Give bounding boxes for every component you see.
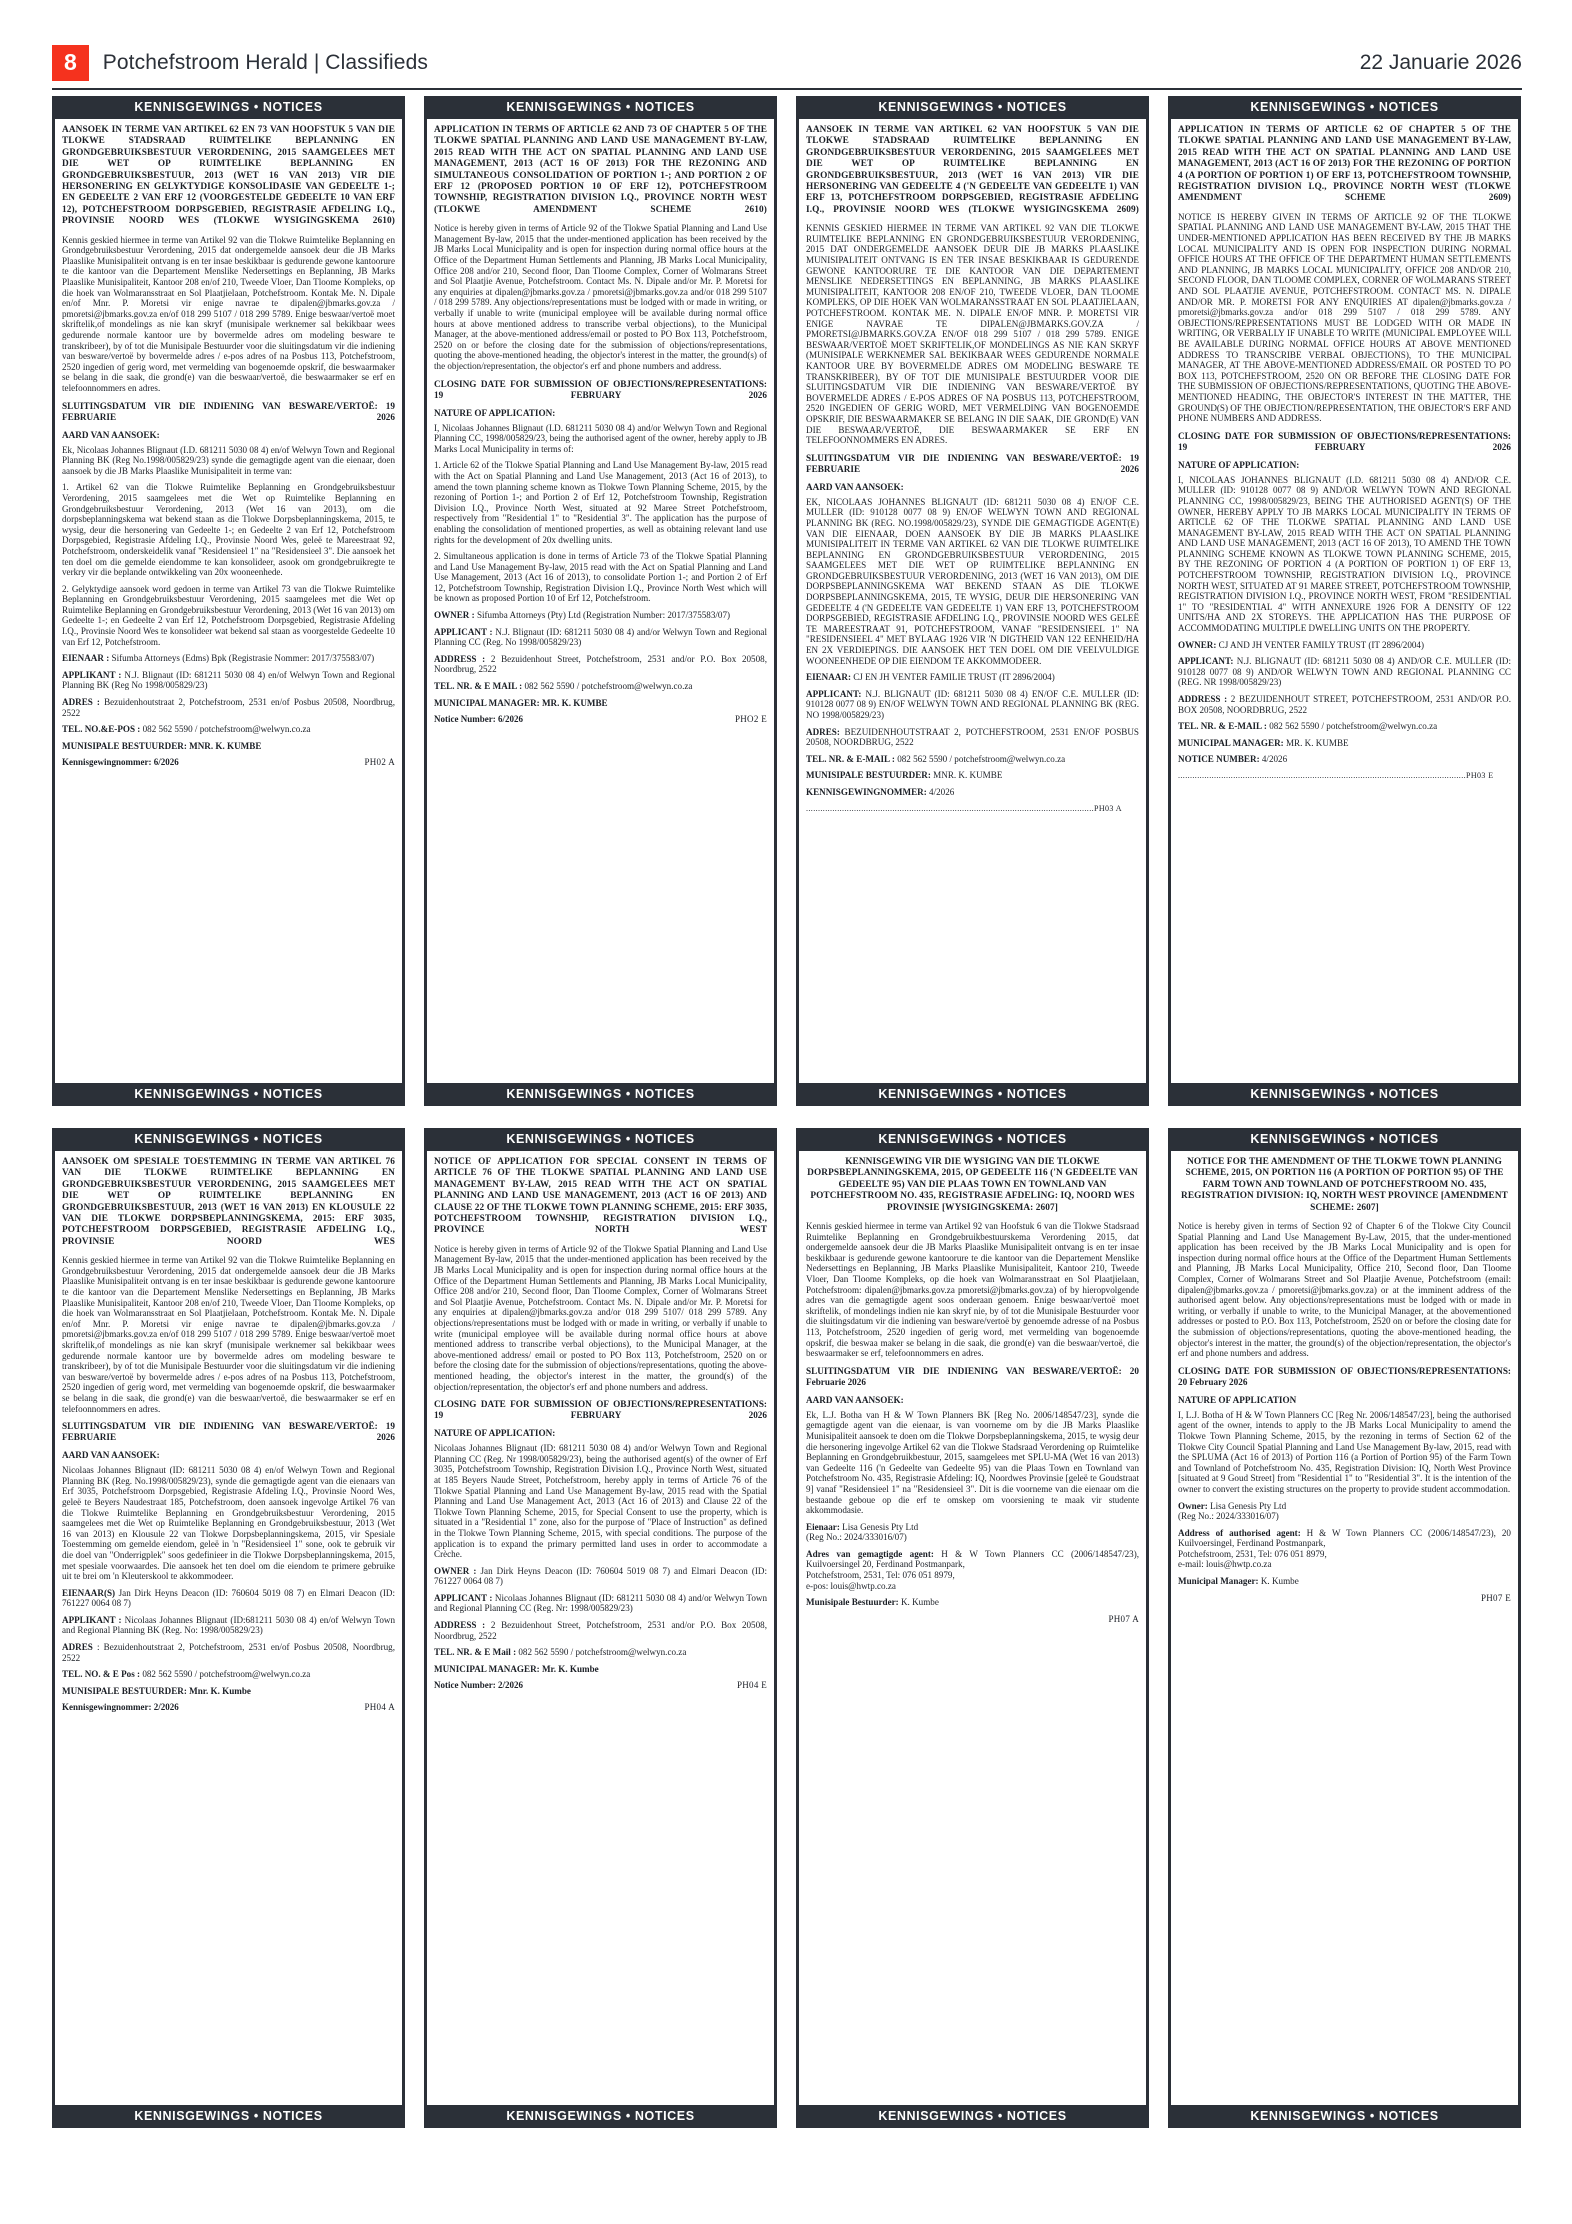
notice-subheading: SLUITINGSDATUM VIR DIE INDIENING VAN BESWARE/VERTOË: 19 FEBRUARIE 2026 (806, 452, 1139, 474)
notice-paragraph: 1. Artikel 62 van die Tlokwe Ruimtelike Beplanning en Grondgebruiksbestuur Verordening, 2015 saamgelees met die Wet op Ruimtelike Beplanning en Grondgebruiksbestuur Verordening, 2013 (Wet 16 van 2013), om die dorpsbeplanningskema wat bekend staan as die Tlokwe Dorpsbeplanningskema, 2015, te wysig, deur die hersonering van Gedeelte 1-; en Gedeelte 2 van Erf 12, Potchefstroom Dorpsgebied, Registrasie Afdeling I.Q., Provinsie Noord Wes, geleë te Mareestraat 92, Potchefstroom, onderskeidelik vanaf "Residensieel 1" na "Residensieel 3". Die aansoek het ten doel om die gemelde eiendomme te kan konsolideer, asook om grondgebruikregte te verkry vir die beplande ontwikkeling van 20x wooneenhede. (62, 482, 395, 578)
issue-date: 22 Januarie 2026 (1359, 51, 1522, 74)
notice-paragraph: TEL. NR. & E-MAIL : 082 562 5590 / potchefstroom@welwyn.co.za (806, 753, 1066, 764)
notice-paragraph: Ek, L.J. Botha van H & W Town Planners BK [Reg No. 2006/148547/23], synde die gemagtigde agent van die eienaar, is van voorneme om by die JB Marks Plaaslike Munisipaliteit aansoek te doen om die Tlokwe Dorpsbeplanningskema, 2015, te wysig deur die hersonering ingevolge Artikel 62 van die Tlokwe Stadsraad Verordening op Ruimtelike Beplanning en Grondgebruikbestuur, 2015, saamgelees met SPLU-MA (Wet 16 van 2013) van Gedeelte 116 ('n Gedeelte van Gedeelte 95) van die Plaas Town en Townland van Potchefstroom No. 435, Registrasie Afdeling: IQ, Noordwes Provinsie [geleë te Goudstraat 9] vanaf "Residensieel 1" na "Residensieel 3". Dit is die voorneme van die eienaar om die bestaande geboue op die erf te omskep om voorsiening te maak vir studente akkommodasie. (806, 1409, 1139, 1516)
notice-paragraph: ADRES : Bezuidenhoutstraat 2, Potchefstroom, 2531 en/of Posbus 20508, Noordbrug, 2522 (62, 1642, 395, 1663)
notice-paragraph: Kennis geskied hiermee in terme van Artikel 92 van die Tlokwe Ruimtelike Beplanning en Grondgebruiksbestuur Verordening, 2015 dat ondergemelde aansoek deur die JB Marks Plaaslike Munisipaliteit ontvang is en ter insae beskikbaar is gedurende gewone kantoorure te die kantoor van die Departement Menslike Nedersettings en Beplanning, JB Marks Plaaslike Munisipaliteit, Kantoor 208 en/of 210, Tweede Vloer, Dan Tloome Kompleks, op die hoek van Wolmaransstraat en Sol Plaatjielaan, Potchefstroom. Kontak Me. N. Dipale en/of Mnr. P. Moretsi vir enige navrae te dipalen@jbmarks.gov.za / pmoretsi@jbmarks.gov.za en/of 018 299 5107 / 018 299 5789. Enige beswaar/vertoë moet skriftelik,of mondelings as nie kan skryf (munisipale werknemer sal bekikbaar wees gedurende normale kantoor ure by bovermelde adres om modeling besware te transkribeer), by of tot die Munisipale Bestuurder voor die sluitingsdatum vir die indiening van besware/vertoë by bovermelde adres / e-pos adres of na Posbus 113, Potchefstroom, 2520 ingedien of gerig word, met vermelding van bogenoemde opskrif, die beswaarmaker se belang in die saak, die grond(e) van die beswaar/vertoë, die beswaarmaker se erf en telefoonnommers en adres. (62, 1255, 395, 1414)
notice-paragraph: Eienaar: Lisa Genesis Pty Ltd (Reg No.: 2024/333016/07) (806, 1521, 919, 1543)
notice-paragraph: 2. Simultaneous application is done in terms of Article 73 of the Tlokwe Spatial Planning and Land Use Management By-law, 2015 read with the Act on Spatial Planning and Land Use Management, 2013 (Act 16 of 2013), to consolidate Portion 1-; and Portion 2 of Erf 12, Potchefstroom Township, Registration Division I.Q., Province North West which will be known as proposed Portion 10 of Erf 12, Potchefstroom. (434, 551, 767, 604)
ad-row-top (52, 96, 1522, 1106)
notices-band-bottom: KENNISGEWINGS • NOTICES (796, 1083, 1149, 1106)
notice-paragraph: ADDRESS : 2 BEZUIDENHOUT STREET, POTCHEFSTROOM, 2531 AND/OR P.O. BOX 20508, NOORDBRUG, 2522 (1178, 694, 1511, 715)
notices-band-bottom: KENNISGEWINGS • NOTICES (52, 1083, 405, 1106)
notice-paragraph: APPLIKANT : Nicolaas Johannes Blignaut (ID:681211 5030 08 4) en/of Welwyn Town and Regional Planning BK (Reg. No: 1998/005829/23) (62, 1614, 395, 1636)
notice-paragraph: OWNER : Jan Dirk Heyns Deacon (ID: 760604 5019 08 7) and Elmari Deacon (ID: 761227 0064 08 7) (434, 1565, 768, 1587)
notice-number: Notice Number: 6/2026 (434, 714, 523, 725)
notice-paragraph: TEL. NR. & E-MAIL : 082 562 5590 / potchefstroom@welwyn.co.za (1178, 721, 1438, 732)
ad-row-bottom (52, 1128, 1522, 2128)
classifieds-grid (52, 96, 1522, 2150)
notice-paragraph: ADDRESS : 2 Bezuidenhout Street, Potchefstroom, 2531 and/or P.O. Box 20508, Noordbrug, 2522 (434, 653, 767, 675)
ad-reference-code: PH02 A (364, 757, 395, 768)
notice-paragraph: Notice is hereby given in terms of Article 92 of the Tlokwe Spatial Planning and Land Use Management By-law, 2015 that the under-mentioned application has been received by the JB Marks Local Municipality and is open for inspection during normal office hours at the Office of the Department Human Settlements and Planning, JB Marks Local Municipality, Office 208 and/or 210, Second floor, Dan Tloome Complex, Corner of Wolmarans Street and Sol Plaatjie Avenue, Potchefstroom. Contact Ms. N. Dipale and/or Mr. P. Moretsi for any enquiries at dipalen@jbmarks.gov.za / pmoretsi@jbmarks.gov.za and/or 018 299 5107 / 018 299 5789. Any objections/representations must be lodged with or made in writing, or verbally if unable to write (municipal employee will be available during normal office hours at above mentioned address to transcribe verbal objections), to the Municipal Manager, at the above-mentioned address/email or posted to PO Box 113, Potchefstroom, 2520 on or before the closing date for the submission of objections/representations, quoting the above-mentioned heading, the objector's interest in the matter, the ground(s) of the objection/representation, the objector's erf and phone numbers and address. (434, 223, 767, 371)
notice-subheading: NATURE OF APPLICATION: (434, 407, 556, 418)
notice-subheading: NATURE OF APPLICATION (1178, 1394, 1297, 1405)
notice-paragraph: MUNISIPALE BESTUURDER: Mnr. K. Kumbe (62, 1685, 251, 1696)
notice-heading: AANSOEK IN TERME VAN ARTIKEL 62 VAN HOOFSTUK 5 VAN DIE TLOKWE STADSRAAD RUIMTELIKE BEPLANNING EN GRONDGEBRUIKSBESTUUR VERORDENING, 2015 SAAMGELEES MET DIE WET OP RUIMTELIKE BEPLANNING EN GRONDGEBRUIKSBESTUUR, 2013 (WET 16 VAN 2013) VIR DIE HERSONERING VAN GEDEELTE 4 ('N GEDEELTE VAN GEDEELTE 1) VAN ERF 13, POTCHEFSTROOM DORPSGEBIED, REGISTRASIE AFDELING I.Q., PROVINSIE NOORD WES (TLOKWE WYSIGINGSKEMA 2609) (806, 125, 1139, 215)
notice-subheading: CLOSING DATE FOR SUBMISSION OF OBJECTIONS/REPRESENTATIONS: 20 February 2026 (1178, 1365, 1511, 1387)
notices-band-bottom: KENNISGEWINGS • NOTICES (1168, 1083, 1521, 1106)
masthead (52, 40, 1522, 86)
notice-block-ph04a (52, 1128, 405, 2128)
notice-heading: AANSOEK OM SPESIALE TOESTEMMING IN TERME VAN ARTIKEL 76 VAN DIE TLOKWE RUIMTELIKE BEPLANNING EN GRONDGEBRUIKSBESTUUR VERORDENING, 2015 SAAMGELEES MET DIE WET OP RUIMTELIKE BEPLANNING EN GRONDGEBRUIKSBESTUUR, 2013 (WET 16 VAN 2013) EN KLOUSULE 22 VAN DIE TLOKWE DORPSBEPLANNINGSKEMA, 2015: ERF 3035, POTCHEFSTROOM DORPSGEBIED, REGISTRASIE AFDELING I.Q., PROVINSIE NOORD WES (62, 1157, 395, 1247)
notices-band-top: KENNISGEWINGS • NOTICES (1168, 96, 1521, 119)
notice-block-ph02a (52, 96, 405, 1106)
notice-paragraph: Owner: Lisa Genesis Pty Ltd (Reg No.: 2024/333016/07) (1178, 1500, 1287, 1522)
masthead-divider (52, 88, 1522, 90)
notice-heading: KENNISGEWING VIR DIE WYSIGING VAN DIE TLOKWE DORPSBEPLANNINGSKEMA, 2015, OP GEDEELTE 116 ('N GEDEELTE VAN GEDEELTE 95) VAN DIE PLAAS TOWN EN TOWNLAND VAN POTCHEFSTROOM NO. 435, REGISTRASIE AFDELING: IQ, NOORD WES PROVINSIE [WYSIGINGSKEMA: 2607] (807, 1157, 1138, 1213)
notice-number: Kennisgewingnommer: 2/2026 (62, 1702, 179, 1713)
notice-paragraph: OWNER : Sifumba Attorneys (Pty) Ltd (Registration Number: 2017/375583/07) (434, 610, 731, 621)
notice-paragraph: Address of authorised agent: H & W Town Planners CC (2006/148547/23), 20 Kuilvoersingel, Ferdinand Postmanpark, Potchefstroom, 2531, Tel: 076 051 8979, e-mail: louis@hwtp.co.za (1178, 1527, 1511, 1570)
notices-band-bottom: KENNISGEWINGS • NOTICES (1168, 2105, 1521, 2128)
dotted-rule: ........................................................................................................................PH03 A (806, 803, 1122, 813)
notice-paragraph: APPLIKANT : N.J. Blignaut (ID: 681211 5030 08 4) en/of Welwyn Town and Regional Planning BK (Reg No 1998/005829/23) (62, 669, 395, 691)
notice-block-ph07e (1168, 1128, 1521, 2128)
notice-paragraph: APPLICANT: N.J. BLIGNAUT (ID: 681211 5030 08 4) AND/OR C.E. MULLER (ID: 910128 0077 08 9) AND/OR WELWYN TOWN AND REGIONAL PLANNING CC (REG. NR 1998/005829/23) (1178, 656, 1511, 688)
notice-heading: AANSOEK IN TERME VAN ARTIKEL 62 EN 73 VAN HOOFSTUK 5 VAN DIE TLOKWE STADSRAAD RUIMTELIKE BEPLANNING EN GRONDGEBRUIKSBESTUUR VERORDENING, 2015 SAAMGELEES MET DIE WET OP RUIMTELIKE BEPLANNING EN GRONDGEBRUIKSBESTUUR, 2013 (WET 16 VAN 2013) VIR DIE HERSONERING EN GELYKTYDIGE KONSOLIDASIE VAN GEDEELTE 1-; EN GEDEELTE 2 VAN ERF 12 (VOORGESTELDE GEDEELTE 10 VAN ERF 12), POTCHEFSTROOM DORPSGEBIED, REGISTRASIE AFDELING I.Q., PROVINSIE NOORD WES (TLOKWE WYSIGINGSKEMA 2610) (62, 125, 395, 227)
notice-subheading: AARD VAN AANSOEK: (806, 481, 904, 492)
notice-paragraph: NOTICE NUMBER: 4/2026 (1178, 754, 1288, 765)
notice-body (1171, 1151, 1518, 2105)
notice-paragraph: Notice is hereby given in terms of Section 92 of Chapter 6 of the Tlokwe City Council Spatial Planning and Land Use Management By-Law, 2015, that the under-mentioned application has been received by the JB Marks Local Municipality and is open for inspection during normal office hours at the Office of the Department Human Settlements and Planning, JB Marks Local Municipality, Office 210, Second floor, Dan Tloome Complex, Corner of Wolmarans Street and Sol Plaatjie Avenue, Potchefstroom (email: dipalen@jbmarks.gov.za / pmoretsi@jbmarks.gov.za) or at the imminent address of the authorised agent below. Any objections/representations must be lodged with or made in writing, or verbally if unable to write, to the Municipal Manager, at the abovementioned addresses or posted to P.O. Box 113, Potchefstroom, 2520 on or before the closing date for the submission of objections/representations, quoting the above-mentioned heading, the objector's interest in the matter, the ground(s) of the objection/representation, the objector's erf and phone numbers and address. (1178, 1221, 1511, 1359)
notice-body (427, 119, 774, 1083)
notice-block-ph03a (796, 96, 1149, 1106)
notice-paragraph: I, L.J. Botha of H & W Town Planners CC [Reg Nr. 2006/148547/23], being the authorised agent of the owner, intends to apply to the JB Marks Local Municipality to amend the Tlokwe Town Planning Scheme, 2015, by the rezoning in terms of Section 62 of the Tlokwe City Council Spatial Planning and Land Use Management By-law, 2015, read with the SPLUMA (Act 16 of 2013) of Portion 116 (a Portion of Portion 95) of the Farm Town and Townland of Potchefstroom No. 435, Registration Division: IQ, North West Province [situated at 9 Goud Street] from "Residential 1" to "Residential 3". It is the intention of the owner to convert the existing structures on the property to provide student accommodation. (1178, 1409, 1511, 1494)
page-number-badge: 8 (52, 45, 89, 81)
notices-band-top: KENNISGEWINGS • NOTICES (52, 1128, 405, 1151)
notice-body (799, 119, 1146, 1083)
notice-paragraph: MUNISIPALE BESTUURDER: MNR. K. KUMBE (62, 740, 262, 751)
notice-paragraph: Kennis geskied hiermee in terme van Artikel 92 van die Tlokwe Ruimtelike Beplanning en Grondgebruiksbestuur Verordening, 2015 dat ondergemelde aansoek deur die JB Marks Plaaslike Munisipaliteit ontvang is en ter insae beskikbaar is gedurende gewone kantoorure te die kantoor van die Departement Menslike Nedersettings en Beplanning, JB Marks Plaaslike Munisipaliteit, Kantoor 208 en/of 210, Tweede Vloer, Dan Tloome Kompleks, op die hoek van Wolmaransstraat en Sol Plaatjielaan, Potchefstroom. Kontak Me. N. Dipale en/of Mnr. P. Moretsi vir enige navrae te dipalen@jbmarks.gov.za / pmoretsi@jbmarks.gov.za en/of 018 299 5107 / 018 299 5789. Enige beswaar/vertoë moet skriftelik,of mondelings as nie kan skryf (munisipale werknemer sal bekikbaar wees gedurende normale kantoor ure by bovermelde adres om modeling besware te transkribeer), by of tot die Munisipale Bestuurder voor die sluitingsdatum vir die indiening van besware/vertoë by bovermelde adres / e-pos adres of na Posbus 113, Potchefstroom, 2520 ingedien of gerig word, met vermelding van bogenoemde opskrif, die beswaarmaker se belang in die saak, die grond(e) van die beswaar/vertoë, die beswaarmaker se erf en telefoonnommers en adres. (62, 234, 395, 393)
notice-paragraph: Municipal Manager: K. Kumbe (1178, 1576, 1299, 1587)
notice-paragraph: TEL. NO.&E-POS : 082 562 5590 / potchefstroom@welwyn.co.za (62, 724, 311, 735)
notice-heading: APPLICATION IN TERMS OF ARTICLE 62 OF CHAPTER 5 OF THE TLOKWE SPATIAL PLANNING AND LAND USE MANAGEMENT BY-LAW, 2015 READ WITH THE ACT ON SPATIAL PLANNING AND LAND USE MANAGEMENT, 2013 (ACT 16 OF 2013) FOR THE REZONING OF PORTION 4 (A PORTION OF PORTION 1) OF ERF 13, POTCHEFSTROOM TOWNSHIP, REGISTRATION DIVISION I.Q., PROVINCE NORTH WEST (TLOKWE AMENDMENT SCHEME 2609) (1178, 125, 1511, 204)
ad-reference-code: PH04 A (364, 1702, 395, 1713)
ad-reference-code: PH07 E (1480, 1592, 1511, 1603)
notice-heading: NOTICE FOR THE AMENDMENT OF THE TLOKWE TOWN PLANNING SCHEME, 2015, ON PORTION 116 (A PORTION OF PORTION 95) OF THE FARM TOWN AND TOWNLAND OF POTCHEFSTROOM NO. 435, REGISTRATION DIVISION: IQ, NORTH WEST PROVINCE [AMENDMENT SCHEME: 2607] (1181, 1157, 1508, 1213)
notice-paragraph: I, Nicolaas Johannes Blignaut (I.D. 681211 5030 08 4) and/or Welwyn Town and Regional Planning CC, 1998/005829/23, being the authorised agent of the owner, hereby apply to JB Marks Local Municipality in terms of: (434, 422, 767, 454)
notice-body (427, 1151, 774, 2105)
notice-subheading: AARD VAN AANSOEK: (62, 429, 160, 440)
notice-paragraph: Munisipale Bestuurder: K. Kumbe (806, 1597, 939, 1608)
notices-band-bottom: KENNISGEWINGS • NOTICES (424, 2105, 777, 2128)
notice-paragraph: APPLICANT : N.J. Blignaut (ID: 681211 5030 08 4) and/or Welwyn Town and Regional Planning CC (Reg. No 1998/005829/23) (434, 626, 767, 648)
notice-footer (434, 1680, 767, 1690)
notice-subheading: NATURE OF APPLICATION: (1178, 459, 1300, 470)
notice-paragraph: TEL. NO. & E Pos : 082 562 5590 / potchefstroom@welwyn.co.za (62, 1669, 311, 1680)
notice-heading: APPLICATION IN TERMS OF ARTICLE 62 AND 73 OF CHAPTER 5 OF THE TLOKWE SPATIAL PLANNING AND LAND USE MANAGEMENT BY-LAW, 2015 READ WITH THE ACT ON SPATIAL PLANNING AND LAND USE MANAGEMENT, 2013 (ACT 16 OF 2013) FOR THE REZONING AND SIMULTANEOUS CONSOLIDATION OF PORTION 1-; AND PORTION 2 OF ERF 12 (PROPOSED PORTION 10 OF ERF 12), POTCHEFSTROOM TOWNSHIP, REGISTRATION DIVISION I.Q., PROVINCE NORTH WEST (TLOKWE AMENDMENT SCHEME 2610) (434, 125, 767, 215)
notice-paragraph: Kennis geskied hiermee in terme van Artikel 92 van Hoofstuk 6 van die Tlokwe Stadsraad Ruimtelike Beplanning en Grondgebruikbestuurskema Verordening 2015, dat ondergemelde aansoek deur die JB Marks Plaaslike Munisipaliteit ontvang is en ter insae beskikbaar is gedurende gewone kantoorure te die kantoor van die Departement Menslike Nedersettings en Beplanning, JB Marks Plaaslike Munisipaliteit, Kantoor 210, Tweede Vloer, Dan Tloome Kompleks, op die hoek van Wolmaransstraat en Sol Plaatjielaan, Potchefstroom: dipalen@jbmarks.gov.za pmoretsi@jbmarks.gov.za) of by hieropvolgende adres van die gemagtigde agent soos onderaan genoem. Enige beswaar/vertoë moet skriftelik, of mondelings indien nie kan skryf nie, by of tot die Munisipale Bestuurder voor die sluitingsdatum vir die indiening van besware/vertoë by genoemde adresse of na Posbus 113, Potchefstroom, 2520 ingedien of gerig word, met vermelding van bogenoemde opskrif, die beswaa maker se belang in die saak, die grond(e) van die beswaar/vertoë, die beswaarmaker se erf, telefoonnommers en adres. (806, 1221, 1139, 1359)
ad-reference-code: PH04 E (736, 1680, 767, 1691)
ad-reference-code: PH07 A (1108, 1613, 1139, 1624)
notice-paragraph: KENNIS GESKIED HIERMEE IN TERME VAN ARTIKEL 92 VAN DIE TLOKWE RUIMTELIKE BEPLANNING EN GRONDGEBRUIKSBESTUUR VERORDENING, 2015 DAT ONDERGEMELDE AANSOEK DEUR DIE JB MARKS PLAASLIKE MUNISIPALITEIT ONTVANG IS EN TER INSAE BESKIKBAAR IS GEDURENDE GEWONE KANTOORURE TE DIE KANTOOR VAN DIE DEPARTEMENT MENSLIKE NEDERSETTINGS EN BEPLANNING, JB MARKS PLAASLIKE MUNISIPALITEIT, KANTOOR 208 EN/OF 210, TWEEDE VLOER, DAN TLOOME KOMPLEKS, OP DIE HOEK VAN WOLMARANSSTRAAT EN SOL PLAATJIELAAN, POTCHEFSTROOM. KONTAK ME. N. DIPALE EN/OF MNR. P. MORETSI VIR ENIGE NAVRAE TE DIPALEN@JBMARKS.GOV.ZA / PMORETSI@JBMARKS.GOV.ZA EN/OF 018 299 5107 / 018 299 5789. ENIGE BESWAAR/VERTOË MOET SKRIFTELIK,OF MONDELINGS AS NIE KAN SKRYF (MUNISIPALE WERKNEMER SAL BEKIKBAAR WEES GEDURENDE NORMALE KANTOOR URE BY BOVERMELDE ADRES OM MODELING BESWARE TE TRANSKRIBEER), BY OF TOT DIE MUNISIPALE BESTUURDER VOOR DIE SLUITINGSDATUM VIR DIE INDIENING VAN BESWARE/VERTOË BY BOVERMELDE ADRES / E-POS ADRES OF NA POSBUS 113, POTCHEFSTROOM, 2520 INGEDIEN OF GERIG WORD, MET VERMELDING VAN BOGENOEMDE OPSKRIF, DIE BESWAARMAKER SE BELANG IN DIE SAAK, DIE GROND(E) VAN DIE BESWAAR/VERTOË, DIE BESWAARMAKER SE ERF EN TELEFOONNOMMERS EN ADRES. (806, 223, 1139, 446)
notice-paragraph: 1. Article 62 of the Tlokwe Spatial Planning and Land Use Management By-law, 2015 read with the Act on Spatial Planning and Land Use Management, 2013 (Act 16 of 2013), to amend the town planning scheme known as Tlokwe Town Planning Scheme, 2015, by the rezoning of Portion 1-; and Portion 2 of Erf 12, Potchefstroom Township, Registration Division I.Q., Province North West, situated at 92 Maree Street Potchefstroom, respectively from "Residential 1" to "Residential 3". The application has the purpose of enabling the consolidation of mentioned properties, as well as obtaining relevant land use rights for the development of 20x dwelling units. (434, 460, 767, 545)
notice-footer (62, 757, 395, 767)
notices-band-bottom: KENNISGEWINGS • NOTICES (796, 2105, 1149, 2128)
notice-paragraph: 2. Gelyktydige aansoek word gedoen in terme van Artikel 73 van die Tlokwe Ruimtelike Beplanning en Grondgebruiksbestuur Verordening, 2015 saamgelees met die Wet op Ruimtelike Beplanning en Grondgebruiksbestuur Verordening, 2013 (Wet 16 van 2013) om Gedeelte 1-; en Gedeelte 2 van Erf 12, Potchefstroom Dorpsgebied, Registrasie Afdeling I.Q., Provinsie Noord Wes te konsolideer wat bekend sal staan as voorgestelde Gedeelte 10 van Erf 12, Potchefstroom. (62, 583, 395, 647)
dotted-rule: ........................................................................................................................PH03 E (1178, 770, 1494, 780)
notices-band-bottom: KENNISGEWINGS • NOTICES (52, 2105, 405, 2128)
notice-paragraph: Adres van gemagtigde agent: H & W Town Planners CC (2006/148547/23), Kuilvoersingel 20, Ferdinand Postmanpark, Potchefstroom, 2531, Tel: 076 051 8979, e-pos: louis@hwtp.co.za (806, 1548, 1139, 1591)
notice-body (55, 1151, 402, 2105)
notice-paragraph: TEL. NR. & E MAIL : 082 562 5590 / potchefstroom@welwyn.co.za (434, 681, 693, 692)
notice-paragraph: Notice is hereby given in terms of Article 92 of the Tlokwe Spatial Planning and Land Use Management By-law, 2015 that the under-mentioned application has been received by the JB Marks Local Municipality and is open for inspection during normal office hours at the Office of the Department Human Settlements and Planning, JB Marks Local Municipality, Office 208 and/or 210, Second floor, Dan Tloome Complex, Corner of Wolmarans Street and Sol Plaatjie Avenue, Potchefstroom. Contact Ms. N. Dipale and/or Mr. P. Moretsi for any enquiries at dipalen@jbmarks.gov.za and/or 018 299 5107/ 018 299 5789. Any objections/representations must be lodged with or made in writing, or verbally if unable to write (municipal employee will be available during normal office hours at above mentioned address to transcribe verbal objections), to the Municipal Manager, at the above-mentioned address/ email or posted to PO Box 113, Potchefstroom, 2520 on or before the closing date for the submission of objections/representations, quoting the above-mentioned heading, the objector's interest in the matter, the ground(s) of the objection/representation, the objector's erf and phone numbers and address. (434, 1243, 767, 1392)
publication-title: Potchefstroom Herald | Classifieds (102, 51, 428, 74)
notice-subheading: CLOSING DATE FOR SUBMISSION OF OBJECTIONS/REPRESENTATIONS: 19 FEBRUARY 2026 (434, 378, 767, 400)
notice-body (55, 119, 402, 1083)
notice-paragraph: MUNISIPALE BESTUURDER: MNR. K. KUMBE (806, 770, 1003, 781)
notice-heading: NOTICE OF APPLICATION FOR SPECIAL CONSENT IN TERMS OF ARTICLE 76 OF THE TLOKWE SPATIAL PLANNING AND LAND USE MANAGEMENT BY-LAW, 2015 READ WITH THE ACT ON SPATIAL PLANNING AND LAND USE MANAGEMENT, 2013 (ACT 16 OF 2013) AND CLAUSE 22 OF THE TLOKWE TOWN PLANNING SCHEME, 2015: ERF 3035, POTCHEFSTROOM TOWNSHIP, REGISTRATION DIVISION I.Q., PROVINCE NORTH WEST (434, 1157, 767, 1236)
notice-paragraph: MUNICIPAL MANAGER: Mr. K. Kumbe (434, 1663, 599, 1674)
notice-paragraph: ADRES: BEZUIDENHOUTSTRAAT 2, POTCHEFSTROOM, 2531 EN/OF POSBUS 20508, NOORDBRUG, 2522 (806, 726, 1139, 748)
notices-band-top: KENNISGEWINGS • NOTICES (424, 96, 777, 119)
notice-block-ph04e (424, 1128, 777, 2128)
notice-subheading: NATURE OF APPLICATION: (434, 1428, 556, 1439)
notice-paragraph: ADRES : Bezuidenhoutstraat 2, Potchefstroom, 2531 en/of Posbus 20508, Noordbrug, 2522 (62, 697, 395, 718)
notice-subheading: CLOSING DATE FOR SUBMISSION OF OBJECTIONS/REPRESENTATIONS: 19 FEBRUARY 2026 (434, 1399, 767, 1421)
notice-body (1171, 119, 1518, 1083)
notice-footer (434, 714, 767, 724)
notice-paragraph: TEL. NR. & E Mail : 082 562 5590 / potchefstroom@welwyn.co.za (434, 1647, 687, 1658)
notice-paragraph: EIENAAR: CJ EN JH VENTER FAMILIE TRUST (IT 2896/2004) (806, 672, 1055, 683)
notice-paragraph: ADDRESS : 2 Bezuidenhout Street, Potchefstroom, 2531 and/or P.O. Box 20508, Noordbrug, 2522 (434, 1620, 767, 1641)
notice-paragraph: NOTICE IS HEREBY GIVEN IN TERMS OF ARTICLE 92 OF THE TLOKWE SPATIAL PLANNING AND LAND USE MANAGEMENT BY-LAW, 2015 THAT THE UNDER-MENTIONED APPLICATION HAS BEEN RECEIVED BY THE JB MARKS LOCAL MUNICIPALITY AND IS OPEN FOR INSPECTION DURING NORMAL OFFICE HOURS AT THE OFFICE OF THE DEPARTMENT HUMAN SETTLEMENTS AND PLANNING, JB MARKS LOCAL MUNICIPALITY, OFFICE 208 AND/OR 210, SECOND FLOOR, DAN TLOOME COMPLEX, CORNER OF WOLMARANS STREET AND SOL PLAATJIE AVENUE, POTCHEFSTROOM. CONTACT MS. N. DIPALE AND/OR MR. P. MORETSI FOR ANY ENQUIRIES AT dipalen@jbmarks.gov.za / pmoretsi@jbmarks.gov.za and/or 018 299 5107 / 018 299 5789. ANY OBJECTIONS/REPRESENTATIONS MUST BE LODGED WITH OR MADE IN WRITING, OR VERBALLY IF UNABLE TO WRITE (MUNICIPAL EMPLOYEE WILL BE AVAILABLE DURING NORMAL OFFICE HOURS AT ABOVE MENTIONED ADDRESS TO TRANSCRIBE VERBAL OBJECTIONS), TO THE MUNICIPAL MANAGER, AT THE ABOVE-MENTIONED ADDRESS/EMAIL OR POSTED TO PO BOX 113, POTCHEFSTROOM, 2520 ON OR BEFORE THE CLOSING DATE FOR THE SUBMISSION OF OBJECTIONS/REPRESENTATIONS, QUOTING THE ABOVE-MENTIONED HEADING, THE OBJECTOR'S INTEREST IN THE MATTER, THE GROUND(S) OF THE OBJECTION/REPRESENTATION, THE OBJECTOR'S ERF AND PHONE NUMBERS AND ADDRESS. (1178, 211, 1511, 424)
notice-paragraph: APPLICANT : Nicolaas Johannes Blignaut (ID: 681211 5030 08 4) and/or Welwyn Town and Regional Planning CC (Reg. Nr: 1998/005829/23) (434, 1592, 767, 1614)
notice-subheading: SLUITINGSDATUM VIR DIE INDIENING VAN BESWARE/VERTOË: 19 FEBRUARIE 2026 (62, 1421, 395, 1443)
notices-band-top: KENNISGEWINGS • NOTICES (796, 1128, 1149, 1151)
notice-paragraph: Nicolaas Johannes Blignaut (ID: 681211 5030 08 4) and/or Welwyn Town and Regional Planning CC (Reg. Nr 1998/005829/23), being the authorised agent(s) of the owner of Erf 3035, Potchefstroom Township, Registration Division I.Q., Province North West, situated at 185 Beyers Naude Street, Potchefstroom, hereby apply in terms of Article 76 of the Tlokwe Spatial Planning and Land Use Management By-law, 2015 read with the Spatial Planning and Land Use Management Act, 2013 (Act 16 of 2013) and Clause 22 of the Tlokwe Town Planning Scheme, 2015, for Special Consent to use the property, which is situated in a "Residential 1" zone, also for the purpose of "Place of Instruction" as defined in the Tlokwe Town Planning Scheme, 2015, with special conditions. The purpose of the application is to expand the primary permitted land uses in order to accommodate a Crèche. (434, 1443, 767, 1560)
notice-paragraph: APPLICANT: N.J. BLIGNAUT (ID: 681211 5030 08 4) EN/OF C.E. MULLER (ID: 910128 0077 08 9) EN/OF WELWYN TOWN AND REGIONAL PLANNING BK (REG. NO 1998/005829/23) (806, 688, 1139, 720)
notice-paragraph: MUNICIPAL MANAGER: MR. K. KUMBE (1178, 737, 1349, 748)
notices-band-top: KENNISGEWINGS • NOTICES (1168, 1128, 1521, 1151)
notices-band-top: KENNISGEWINGS • NOTICES (52, 96, 405, 119)
notice-paragraph: EIENAAR(S) Jan Dirk Heyns Deacon (ID: 760604 5019 08 7) en Elmari Deacon (ID: 761227 0064 08 7) (62, 1587, 395, 1609)
notice-footer (62, 1702, 395, 1712)
notice-paragraph: KENNISGEWINGNOMMER: 4/2026 (806, 786, 955, 797)
notice-block-ph03e (1168, 96, 1521, 1106)
notice-number: Kennisgewingnommer: 6/2026 (62, 757, 179, 768)
notices-band-bottom: KENNISGEWINGS • NOTICES (424, 1083, 777, 1106)
notices-band-top: KENNISGEWINGS • NOTICES (424, 1128, 777, 1151)
notice-block-ph07a (796, 1128, 1149, 2128)
notice-paragraph: EIENAAR : Sifumba Attorneys (Edms) Bpk (Registrasie Nommer: 2017/375583/07) (62, 653, 375, 664)
notice-paragraph: Ek, Nicolaas Johannes Blignaut (I.D. 681211 5030 08 4) en/of Welwyn Town and Regional Planning BK (Reg No.1998/005829/23) synde die gemagtigde agent van die eienaar, doen aansoek by die JB Marks Plaaslike Munisipaliteit in terme van: (62, 444, 395, 476)
notice-paragraph: MUNICIPAL MANAGER: MR. K. KUMBE (434, 697, 608, 708)
ad-reference-code: PHO2 E (734, 714, 767, 725)
notice-body (799, 1151, 1146, 2105)
notice-number: Notice Number: 2/2026 (434, 1680, 523, 1691)
notice-paragraph: EK, NICOLAAS JOHANNES BLIGNAUT (ID: 681211 5030 08 4) EN/OF C.E. MULLER (ID: 910128 0077 08 9) EN/OF WELWYN TOWN AND REGIONAL PLANNING BK (REG. NO.1998/005829/23), SYNDE DIE GEMAGTIGDE AGENT(E) VAN DIE EIENAAR, DOEN AANSOEK BY DIE JB MARKS PLAASLIKE MUNISIPALITEIT IN TERME VAN ARTIKEL 62 VAN DIE TLOKWE RUIMTELIKE BEPLANNING EN GRONDGEBRUIKSBESTUUR VERORDENING, 2015 SAAMGELEES MET DIE WET OP RUIMTELIKE BEPLANNING EN GRONDGEBRUIKSBESTUUR VERORDENING, 2013 (WET 16 VAN 2013), OM DIE DORPSBEPLANNINGSKEMA WAT BEKEND STAAN AS DIE TLOKWE DORPSBEPLANNINGSKEMA, 2015, TE WYSIG, DEUR DIE HERSONERING VAN GEDEELTE 4 ('N GEDEELTE VAN GEDEELTE 1) VAN ERF 13, POTCHEFSTROOM DORPSGEBIED, REGISTRASIE AFDELING I.Q., PROVINSIE NOORD WES GELEË TE MAREESTRAAT 91, POTCHEFSTROOM, VANAF "RESIDENSIEEL 1" NA "RESIDENSIEEL 4" MET BYLAAG 1926 VIR 'N DIGTHEID VAN 122 EENHEID/HA EN 2X VERDIEPINGS. DIE AANSOEK HET TEN DOEL OM DIE VEELVULDIGE WOONEENHEDE OP DIE EIENDOM TE AKKOMMODEER. (806, 496, 1139, 666)
notice-paragraph: I, NICOLAAS JOHANNES BLIGNAUT (I.D. 681211 5030 08 4) AND/OR C.E. MULLER (ID: 910128 0077 08 9) AND/OR WELWYN TOWN AND REGIONAL PLANNING CC, 1998/005829/23, BEING THE AUTHORISED AGENT(S) OF THE OWNER, HEREBY APPLY TO JB MARKS LOCAL MUNICIPALITY IN TERMS OF ARTICLE 62 OF THE TLOKWE SPATIAL PLANNING AND LAND USE MANAGEMENT BY-LAW, 2015 READ WITH THE ACT ON SPATIAL PLANNING AND LAND USE MANAGEMENT, 2013 (ACT 16 OF 2013), TO AMEND THE TOWN PLANNING SCHEME KNOWN AS TLOKWE TOWN PLANNING SCHEME, 2015, BY THE REZONING OF PORTION 4 (A PORTION OF PORTION 1) OF ERF 13, POTCHEFSTROOM TOWNSHIP, REGISTRATION DIVISION I.Q., PROVINCE NORTH WEST, SITUATED AT 91 MAREE STREET, POTCHEFSTROOM TOWNSHIP, REGISTRATION DIVISION I.Q., PROVINCE NORTH WEST, FROM "RESIDENTIAL 1" TO "RESIDENTIAL 4" WITH ANNEXURE 1926 FOR A DENSITY OF 122 UNITS/HA AND 2X STOREYS. THE APPLICATION HAS THE PURPOSE OF ACCOMMODATING MULTIPLE DWELLING UNITS ON THE PROPERTY. (1178, 474, 1511, 634)
notice-block-ph02e (424, 96, 777, 1106)
notice-subheading: SLUITINGSDATUM VIR DIE INDIENING VAN BESWARE/VERTOË: 20 Februarie 2026 (806, 1365, 1139, 1387)
notice-subheading: SLUITINGSDATUM VIR DIE INDIENING VAN BESWARE/VERTOË: 19 FEBRUARIE 2026 (62, 400, 395, 422)
notice-paragraph: OWNER: CJ AND JH VENTER FAMILY TRUST (IT 2896/2004) (1178, 639, 1424, 650)
notice-subheading: CLOSING DATE FOR SUBMISSION OF OBJECTIONS/REPRESENTATIONS: 19 FEBRUARY 2026 (1178, 430, 1511, 452)
notice-subheading: AARD VAN AANSOEK: (62, 1450, 160, 1461)
notice-subheading: AARD VAN AANSOEK: (806, 1394, 904, 1405)
notices-band-top: KENNISGEWINGS • NOTICES (796, 96, 1149, 119)
notice-paragraph: Nicolaas Johannes Blignaut (ID: 681211 5030 08 4) en/of Welwyn Town and Regional Planning BK (Reg. No.1998/005829/23), synde die gemagtigde agent van die eienaars van Erf 3035, Potchefstroom Dorpsgebied, Registrasie Afdeling I.Q., Provinsie Noord Wes, geleë te Beyers Naudestraat 185, Potchefstroom, doen aansoek ingevolge Artikel 76 van die Tlokwe Ruimtelike Beplanning en Grondgebruiksbestuur Verordening, 2015 saamgelees met die Wet op Ruimtelike Beplanning en Grondgebruiksbestuur, 2013 (Wet 16 van 2013) en Klousule 22 van Tlokwe Dorpsbeplanningskema, 2015, vir Spesiale Toestemming om gemelde eiendom, geleë in 'n "Residensieel 1" sone, ook te gebruik vir die doel van "Onderrigplek" soos gedefinieer in die Tlokwe Dorpsbeplanningskema, 2015, met spesiale voorwaardes. Die aansoek het ten doel om die eiendom te primere gebruike uit te brei om 'n Kleuterskool te akkommodeer. (62, 1465, 395, 1582)
